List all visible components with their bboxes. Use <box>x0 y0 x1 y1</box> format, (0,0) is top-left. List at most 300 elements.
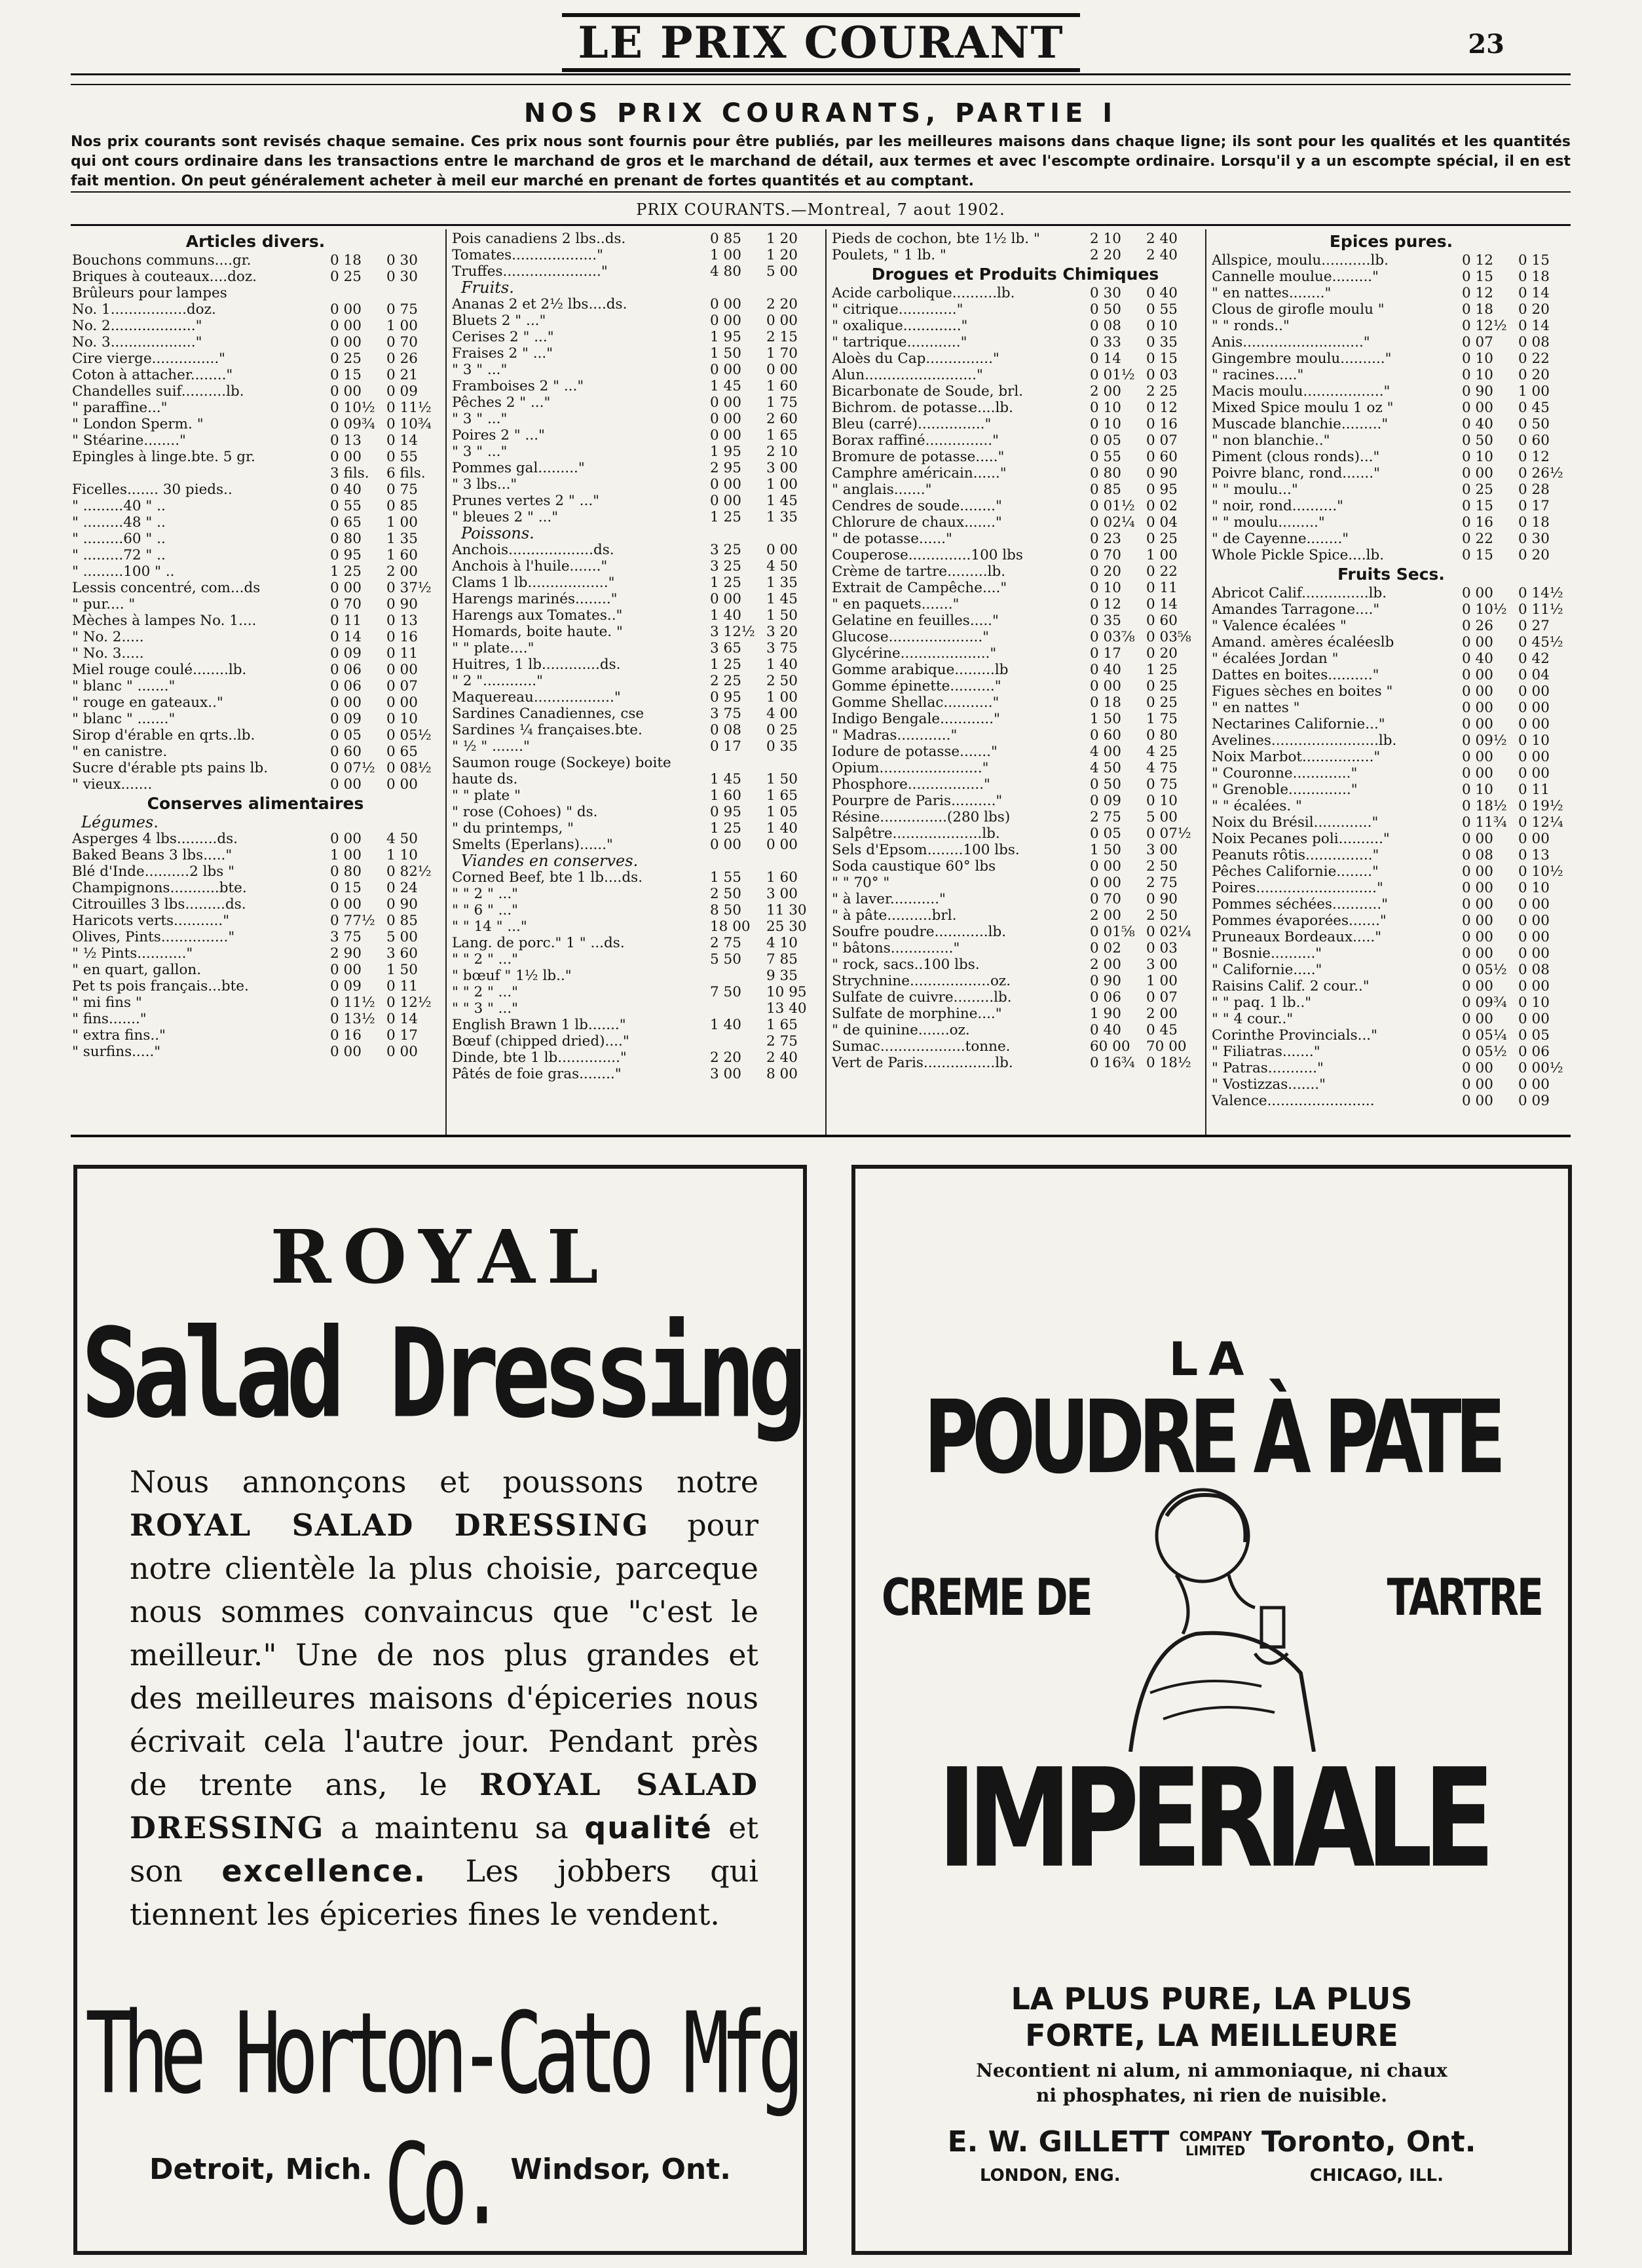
price-low: 0 17 <box>1090 645 1121 662</box>
price-low: 3 75 <box>710 706 741 722</box>
price-high: 2 25 <box>1146 383 1178 400</box>
ad-tagline-2: FORTE, LA MEILLEURE <box>1025 2018 1398 2053</box>
ad-la: LA <box>1168 1332 1255 1386</box>
price-high: 0 00 <box>766 362 798 378</box>
price-low: 0 50 <box>1090 301 1121 318</box>
price-row <box>1212 400 1571 416</box>
price-high: 1 65 <box>766 1017 798 1033</box>
price-high: 0 50 <box>1518 416 1550 432</box>
column-divider <box>445 229 447 1137</box>
price-low: 0 09½ <box>1462 732 1507 749</box>
price-low: 0 00 <box>710 476 741 493</box>
price-high: 0 00 <box>1518 831 1550 847</box>
price-row <box>832 678 1199 694</box>
price-high: 0 11 <box>386 645 418 662</box>
price-row <box>72 449 439 465</box>
price-high: 0 25 <box>1146 678 1178 694</box>
ad-tartre: TARTRE <box>1387 1568 1542 1628</box>
price-low: 0 65 <box>330 514 362 531</box>
price-high: 1 45 <box>766 493 798 509</box>
price-row <box>72 432 439 449</box>
price-row <box>1212 732 1571 749</box>
price-low: 0 00 <box>710 362 741 378</box>
price-high: 0 11½ <box>386 400 432 416</box>
price-high: 0 10 <box>386 711 418 727</box>
price-high <box>386 285 439 301</box>
price-row <box>832 907 1199 924</box>
price-low: 1 95 <box>710 444 741 460</box>
price-high: 9 35 <box>766 968 798 984</box>
price-row <box>832 809 1199 825</box>
price-row <box>832 1038 1199 1055</box>
price-row <box>72 929 439 945</box>
price-low: 0 09 <box>330 711 362 727</box>
price-row <box>72 727 439 744</box>
price-low: 0 90 <box>1462 383 1493 400</box>
price-high: 2 50 <box>766 673 798 689</box>
price-high: 0 55 <box>1146 301 1178 318</box>
price-high: 1 50 <box>766 771 798 787</box>
price-high: 0 14 <box>1518 285 1550 301</box>
item-name: Noix Pecanes poli.........." <box>1212 831 1390 847</box>
price-high: 1 65 <box>766 427 798 444</box>
price-high: 0 16 <box>386 629 418 645</box>
price-low: 0 50 <box>1462 432 1493 449</box>
price-low: 0 25 <box>330 269 362 285</box>
price-row <box>452 771 819 787</box>
price-high: 0 24 <box>386 880 418 896</box>
price-high: 0 85 <box>386 498 418 514</box>
price-high: 1 00 <box>766 689 798 706</box>
item-name: Salpêtre....................lb. <box>832 825 1000 842</box>
price-low: 0 00 <box>330 334 362 350</box>
price-low: 0 11½ <box>330 994 375 1011</box>
price-row <box>832 580 1199 596</box>
price-row <box>72 482 439 498</box>
price-high: 0 00 <box>1518 700 1550 716</box>
price-low: 0 12½ <box>1462 318 1507 334</box>
price-row <box>72 711 439 727</box>
price-low: 2 50 <box>710 886 741 902</box>
price-row <box>452 624 819 640</box>
price-low: 3 75 <box>330 929 362 945</box>
item-name: Cannelle moulue........." <box>1212 269 1379 285</box>
item-name: English Brawn 1 lb......." <box>452 1017 626 1033</box>
columns-bottom-rule <box>71 1135 1571 1137</box>
price-high: 1 10 <box>386 847 418 863</box>
price-row <box>452 231 819 247</box>
price-low: 0 10½ <box>1462 601 1507 618</box>
price-high: 11 30 <box>766 902 807 918</box>
price-row <box>452 263 819 280</box>
price-row <box>1212 880 1571 896</box>
item-name: " pur.... " <box>72 596 136 613</box>
item-name: Bouchons communs....gr. <box>72 252 252 269</box>
price-high: 1 00 <box>1518 383 1550 400</box>
price-row <box>832 744 1199 760</box>
price-high: 3 00 <box>1146 842 1178 858</box>
price-row <box>832 760 1199 776</box>
price-low: 0 30 <box>1090 285 1121 301</box>
price-low: 3 fils. <box>330 465 369 482</box>
item-name: Sulfate de cuivre.........lb. <box>832 989 1012 1006</box>
item-name: Cendres de soude........" <box>832 498 1002 514</box>
item-name: Sucre d'érable pts pains lb. <box>72 760 269 776</box>
price-row <box>452 312 819 329</box>
price-high: 0 20 <box>1146 645 1178 662</box>
item-name: " à laver..........." <box>832 891 946 907</box>
price-low: 0 16 <box>1462 514 1493 531</box>
price-low: 0 10 <box>1090 400 1121 416</box>
price-row <box>832 318 1199 334</box>
item-name: Baked Beans 3 lbs....." <box>72 847 233 863</box>
item-name: Blé d'Inde..........2 lbs " <box>72 863 234 880</box>
price-row <box>452 804 819 820</box>
price-row <box>452 935 819 951</box>
item-name: No. 2..................." <box>72 318 202 334</box>
price-row <box>72 531 439 547</box>
price-low: 0 00 <box>330 831 362 847</box>
price-row <box>452 394 819 411</box>
price-low: 0 70 <box>1090 547 1121 563</box>
item-name: Prunes vertes 2 " ..." <box>452 493 600 509</box>
item-name: Chandelles suif..........lb. <box>72 383 244 400</box>
price-row <box>1212 318 1571 334</box>
price-column-3 <box>832 231 1199 1135</box>
item-name: Pois canadiens 2 lbs..ds. <box>452 231 626 247</box>
price-row <box>832 727 1199 744</box>
price-high: 3 00 <box>766 460 798 476</box>
price-high: 0 30 <box>386 269 418 285</box>
price-high: 0 17 <box>1518 498 1550 514</box>
price-row <box>832 482 1199 498</box>
price-row <box>1212 700 1571 716</box>
price-high: 0 60 <box>1146 449 1178 465</box>
ad-poudre-a-pate: POUDRE À PATE <box>924 1378 1500 1496</box>
price-low: 0 17 <box>710 738 741 755</box>
item-name: Avelines........................lb. <box>1212 732 1397 749</box>
price-high: 0 12 <box>1518 449 1550 465</box>
royal-salad-dressing-ad <box>73 1165 807 2255</box>
price-low: 0 95 <box>710 804 741 820</box>
item-name: Fraises 2 " ..." <box>452 345 553 362</box>
price-low: 0 00 <box>330 301 362 318</box>
price-low: 0 00 <box>1462 945 1493 962</box>
price-row <box>1212 994 1571 1011</box>
price-high: 0 25 <box>1146 531 1178 547</box>
item-name: " de Cayenne........" <box>1212 531 1349 547</box>
price-row <box>72 596 439 613</box>
price-low: 0 00 <box>330 449 362 465</box>
item-name: Champignons...........bte. <box>72 880 247 896</box>
item-name: Raisins Calif. 2 cour.." <box>1212 978 1370 994</box>
price-high: 0 00 <box>1518 1076 1550 1093</box>
dateline: PRIX COURANTS.—Montreal, 7 aout 1902. <box>636 200 1005 219</box>
item-name: " " moulu........." <box>1212 514 1325 531</box>
price-low: 0 00 <box>710 427 741 444</box>
section-heading: Fruits Secs. <box>1337 565 1445 584</box>
price-low: 2 90 <box>330 945 362 962</box>
price-row <box>1212 531 1571 547</box>
price-low: 2 20 <box>1090 247 1121 263</box>
price-low: 0 00 <box>1462 465 1493 482</box>
item-name: " surfins....." <box>72 1044 161 1060</box>
price-row <box>452 755 819 771</box>
subsection-heading: Poissons. <box>461 524 534 542</box>
price-low: 0 40 <box>1462 416 1493 432</box>
price-row <box>452 411 819 427</box>
item-name: Piment (clous ronds)..." <box>1212 449 1380 465</box>
price-high: 0 04 <box>1146 514 1178 531</box>
item-name: Noix du Brésil............." <box>1212 814 1379 831</box>
price-low: 4 80 <box>710 263 741 280</box>
price-high: 0 00 <box>1518 1011 1550 1027</box>
price-high: 0 10 <box>1518 880 1550 896</box>
item-name: Poires..........................." <box>1212 880 1383 896</box>
price-high: 0 02¼ <box>1146 924 1191 940</box>
price-row <box>1212 896 1571 913</box>
item-name: " " ronds.." <box>1212 318 1290 334</box>
item-name: " 3 " ..." <box>452 411 508 427</box>
price-high: 0 07½ <box>1146 825 1191 842</box>
price-high: 1 00 <box>766 476 798 493</box>
item-name: " ½ " ......." <box>452 738 530 755</box>
price-high: 0 02 <box>1146 498 1178 514</box>
item-name: Gomme arabique.........lb <box>832 662 1009 678</box>
item-name: Bromure de potasse....." <box>832 449 1005 465</box>
price-high: 0 95 <box>1146 482 1178 498</box>
price-low: 0 00 <box>1090 858 1121 875</box>
price-low: 0 05 <box>1090 432 1121 449</box>
price-high: 1 35 <box>386 531 418 547</box>
price-low: 0 80 <box>330 863 362 880</box>
price-high <box>766 755 819 771</box>
column-divider <box>825 229 827 1137</box>
price-row <box>832 793 1199 809</box>
price-low: 0 40 <box>1090 1022 1121 1038</box>
item-name: " " paq. 1 lb.." <box>1212 994 1312 1011</box>
item-name: Iodure de potasse......." <box>832 744 998 760</box>
price-high: 0 00 <box>766 542 798 558</box>
price-row <box>72 678 439 694</box>
item-name: Gelatine en feuilles....." <box>832 613 999 629</box>
masthead: LE PRIX COURANT <box>0 13 1642 72</box>
item-name: Noix Marbot................" <box>1212 749 1381 765</box>
price-row <box>72 978 439 994</box>
price-row <box>832 400 1199 416</box>
price-row <box>1212 929 1571 945</box>
price-low: 2 95 <box>710 460 741 476</box>
item-name: " paraffine..." <box>72 400 168 416</box>
price-row <box>832 989 1199 1006</box>
intro-rule <box>71 191 1571 193</box>
price-row <box>1212 847 1571 863</box>
price-row <box>72 880 439 896</box>
price-low: 1 60 <box>710 787 741 804</box>
item-name: Aloès du Cap..............." <box>832 350 999 367</box>
price-row <box>832 301 1199 318</box>
price-high: 0 10 <box>1518 732 1550 749</box>
price-low: 0 18 <box>1090 694 1121 711</box>
price-row <box>452 968 819 984</box>
price-high: 0 00 <box>766 837 798 853</box>
page-number: 23 <box>1468 29 1504 60</box>
price-low: 0 09¾ <box>1462 994 1507 1011</box>
price-low: 0 00 <box>710 493 741 509</box>
price-high: 0 45 <box>1518 400 1550 416</box>
item-name: Bicarbonate de Soude, brl. <box>832 383 1024 400</box>
item-name: Ficelles....... 30 pieds.. <box>72 482 233 498</box>
price-row <box>1212 350 1571 367</box>
price-row <box>72 334 439 350</box>
item-name: Glycérine...................." <box>832 645 997 662</box>
price-low: 1 50 <box>1090 842 1121 858</box>
item-name: Pommes évaporées......." <box>1212 913 1387 929</box>
price-low: 1 00 <box>710 247 741 263</box>
price-high: 0 04 <box>1518 667 1550 683</box>
price-high: 0 17 <box>386 1027 418 1044</box>
item-name: " blanc " ......." <box>72 711 176 727</box>
price-high: 4 10 <box>766 935 798 951</box>
price-row <box>72 662 439 678</box>
price-low: 2 00 <box>1090 907 1121 924</box>
item-name: Poires 2 " ..." <box>452 427 545 444</box>
item-name: " Stéarine........" <box>72 432 186 449</box>
item-name: No. 3..................." <box>72 334 202 350</box>
price-high: 0 75 <box>386 482 418 498</box>
item-name: Bleu (carré)..............." <box>832 416 992 432</box>
price-row <box>1212 651 1571 667</box>
price-low: 1 40 <box>710 1017 741 1033</box>
item-name: Miel rouge coulé........lb. <box>72 662 247 678</box>
item-name: " " 2 " ..." <box>452 984 519 1000</box>
price-row <box>1212 667 1571 683</box>
price-high: 0 11 <box>386 978 418 994</box>
item-name: " " plate...." <box>452 640 534 656</box>
price-high: 0 30 <box>386 252 418 269</box>
price-high: 0 10 <box>1518 994 1550 1011</box>
item-name: " Madras............" <box>832 727 958 744</box>
price-high: 0 13 <box>1518 847 1550 863</box>
price-high: 0 42 <box>1518 651 1550 667</box>
price-high: 0 18 <box>1518 514 1550 531</box>
price-high: 1 00 <box>386 514 418 531</box>
price-low: 0 85 <box>710 231 741 247</box>
price-high: 0 18 <box>1518 269 1550 285</box>
item-name: Muscade blanchie........." <box>1212 416 1389 432</box>
price-low: 0 02 <box>1090 940 1121 956</box>
price-high: 2 40 <box>1146 231 1178 247</box>
price-row <box>72 760 439 776</box>
item-name: Corinthe Provincials..." <box>1212 1027 1378 1044</box>
price-low: 0 18 <box>330 252 362 269</box>
ad-salad-dressing-title: Salad Dressing <box>81 1303 800 1446</box>
item-name: Amandes Tarragone...." <box>1212 601 1380 618</box>
price-row <box>832 1006 1199 1022</box>
price-low: 0 00 <box>1462 1076 1493 1093</box>
item-name: Mèches à lampes No. 1.... <box>72 613 257 629</box>
price-low: 0 00 <box>710 837 741 853</box>
ad-company-name: The Horton-Cato Mfg Co. <box>85 1988 795 2250</box>
price-row <box>452 607 819 624</box>
price-low: 0 09 <box>330 978 362 994</box>
price-row <box>452 476 819 493</box>
price-high: 5 00 <box>766 263 798 280</box>
item-name: Gomme Shellac..........." <box>832 694 999 711</box>
price-row <box>452 984 819 1000</box>
price-row <box>72 613 439 629</box>
subsection-heading: Légumes. <box>81 813 159 831</box>
item-name: " en nattes........" <box>1212 285 1332 301</box>
price-high: 1 75 <box>766 394 798 411</box>
price-high: 0 25 <box>1146 694 1178 711</box>
price-row <box>832 432 1199 449</box>
price-row <box>452 837 819 853</box>
price-high: 0 00 <box>386 694 418 711</box>
price-row <box>832 629 1199 645</box>
price-high: 2 20 <box>766 296 798 312</box>
price-row <box>832 940 1199 956</box>
price-low: 3 25 <box>710 558 741 575</box>
item-name: " Grenoble.............." <box>1212 782 1358 798</box>
price-row <box>832 1055 1199 1071</box>
item-name: Smelts (Eperlans)......" <box>452 837 613 853</box>
price-low: 0 20 <box>1090 563 1121 580</box>
price-high: 0 35 <box>766 738 798 755</box>
price-row <box>1212 601 1571 618</box>
price-low: 0 14 <box>1090 350 1121 367</box>
columns-top-rule <box>71 224 1571 226</box>
item-name: Pommes gal........." <box>452 460 585 476</box>
price-row <box>72 694 439 711</box>
price-row <box>832 613 1199 629</box>
price-row <box>452 493 819 509</box>
column-divider <box>1205 229 1206 1137</box>
price-row <box>452 738 819 755</box>
item-name: Saumon rouge (Sockeye) boite <box>452 755 671 771</box>
item-name: Sardines Canadiennes, cse <box>452 706 644 722</box>
price-low: 1 90 <box>1090 1006 1121 1022</box>
item-name: Asperges 4 lbs.........ds. <box>72 831 238 847</box>
item-name: Phosphore................." <box>832 776 990 793</box>
price-low: 1 55 <box>710 869 741 886</box>
item-name <box>72 465 325 482</box>
price-row <box>1212 482 1571 498</box>
price-row <box>72 863 439 880</box>
item-name: " No. 2..... <box>72 629 144 645</box>
price-low: 0 00 <box>1462 765 1493 782</box>
price-row <box>452 296 819 312</box>
price-low: 0 80 <box>330 531 362 547</box>
item-name: Acide carbolique..........lb. <box>832 285 1015 301</box>
item-name: " 3 lbs..." <box>452 476 517 493</box>
price-low: 0 00 <box>330 776 362 793</box>
ad-chicago: CHICAGO, ILL. <box>1309 2166 1444 2185</box>
price-low: 0 60 <box>330 744 362 760</box>
price-low: 0 00 <box>1090 875 1121 891</box>
price-low: 2 00 <box>1090 383 1121 400</box>
item-name: Sels d'Epsom........100 lbs. <box>832 842 1020 858</box>
price-low: 0 00 <box>1462 880 1493 896</box>
price-low: 3 00 <box>710 1066 741 1082</box>
price-row <box>832 662 1199 678</box>
price-row <box>832 383 1199 400</box>
price-row <box>72 776 439 793</box>
price-high: 0 11 <box>1146 580 1178 596</box>
ad-note-1: Necontient ni alum, ni ammoniaque, ni chaux <box>976 2060 1447 2081</box>
price-low: 0 60 <box>1090 727 1121 744</box>
price-low: 0 50 <box>1090 776 1121 793</box>
